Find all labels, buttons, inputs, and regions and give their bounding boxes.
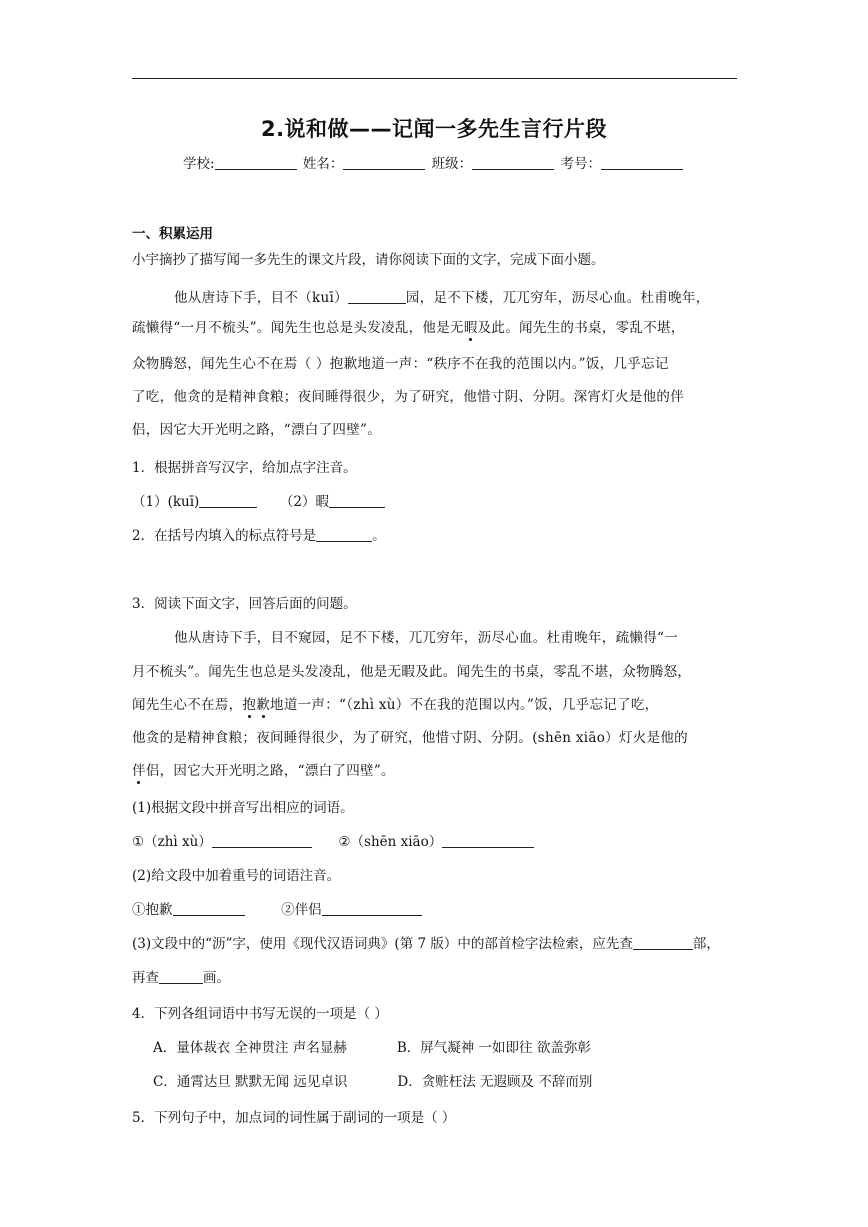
q3-sub3 xyxy=(132,932,720,952)
q4-options-row1 xyxy=(153,1036,591,1056)
passage2-text: 闻先生心不在焉， xyxy=(132,697,243,713)
school-blank[interactable] xyxy=(215,156,297,170)
exam-no-blank[interactable] xyxy=(601,156,683,170)
q3-sub3-text: (3)文段中的“沥”字，使用《现代汉语词典》(第 7 版）中的部首检字法检索，应先查 xyxy=(132,936,633,952)
question-5: 5．下列句子中，加点词的词性属于副词的一项是（ ） xyxy=(132,1110,456,1126)
name-label: 姓名： xyxy=(302,156,344,172)
name-blank[interactable] xyxy=(343,156,425,170)
q3-sub1-a2-blank[interactable] xyxy=(442,834,534,848)
q3-sub3-blank2[interactable] xyxy=(159,970,203,984)
passage1-line4: 了吃，他贪的是精神食粮；夜间睡得很少，为了研究，他惜寸阴、分阴。深宵灯火是他的伴 xyxy=(132,389,684,405)
q2-text-end: 。 xyxy=(372,528,386,544)
q2-blank[interactable] xyxy=(316,528,372,542)
class-blank[interactable] xyxy=(472,156,554,170)
question-3: 3．阅读下面文字，回答后面的问题。 xyxy=(132,596,357,612)
passage1-text: 园，足不下楼，兀兀穷年，沥尽心血。杜甫晚年， xyxy=(405,290,710,306)
passage1-text: 疏懒得“一月不梳头”。闻先生也总是头发凌乱，他是无 xyxy=(132,320,464,336)
passage1-line2 xyxy=(132,316,685,336)
q3-sub2-a1-label: ①抱歉 xyxy=(132,902,173,918)
dotted-char: 暇 xyxy=(464,316,478,336)
q3-sub2-a2-blank[interactable] xyxy=(322,902,422,916)
q3-sub1-answers xyxy=(132,830,534,850)
q3-sub3-text: 画。 xyxy=(203,970,230,986)
q1-sub2-label: （2）暇 xyxy=(279,494,330,510)
q1-sub1-label: （1）(kuī) xyxy=(132,494,200,510)
section-intro: 小宇摘抄了描写闻一多先生的课文片段，请你阅读下面的文字，完成下面小题。 xyxy=(132,252,605,268)
q3-sub3-text: 部， xyxy=(692,936,720,952)
passage2-text: ，因它大开光明之路，“漂白了四壁”。 xyxy=(159,763,395,779)
header-rule xyxy=(132,78,737,79)
q3-sub2-a2-label: ②伴侣 xyxy=(281,902,322,918)
q3-sub2-a1-blank[interactable] xyxy=(173,902,245,916)
passage2-text: 侣 xyxy=(145,763,160,779)
q4-option-d[interactable]: D．贪赃枉法 无遐顾及 不辞而别 xyxy=(397,1074,593,1090)
school-label: 学校: xyxy=(183,156,215,172)
page-title: 2.说和做——记闻一多先生言行片段 xyxy=(260,117,608,141)
q4-options-row2 xyxy=(153,1070,592,1090)
dotted-char: 歉 xyxy=(256,693,270,713)
question-4: 4．下列各组词语中书写无误的一项是（ ） xyxy=(132,1006,388,1022)
student-info-line xyxy=(0,152,868,172)
passage1-text: 他从唐诗下手，目不（kuī） xyxy=(174,290,348,306)
q3-sub3-blank1[interactable] xyxy=(633,936,693,950)
q4-option-a[interactable]: A．量体裁衣 全神贯注 声名显赫 xyxy=(153,1040,347,1056)
passage2-line3 xyxy=(132,693,658,713)
passage1-line5: 侣，因它大开光明之路，“漂白了四壁”。 xyxy=(132,422,382,438)
question-1-answers xyxy=(132,490,385,510)
section-heading: 一、积累运用 xyxy=(132,226,213,242)
q3-sub3-text: 再查 xyxy=(132,970,159,986)
passage1-text: 及此。闻先生的书桌，零乱不堪， xyxy=(477,320,685,336)
passage1-line3: 众物腾怒，闻先生心不在焉（ ）抱歉地道一声：“秩序不在我的范围以内。”饭，几乎忘记 xyxy=(132,356,669,372)
q1-sub1-blank[interactable] xyxy=(199,494,257,508)
class-label: 班级： xyxy=(431,156,473,172)
q3-sub2-answers xyxy=(132,898,422,918)
passage2-text: 地道一声：“（zhì xù）不在我的范围以内。”饭，几乎忘记了吃， xyxy=(270,697,659,713)
q3-sub1: (1)根据文段中拼音写出相应的词语。 xyxy=(132,800,354,816)
q4-option-c[interactable]: C．通霄达旦 默默无闻 远见卓识 xyxy=(153,1074,348,1090)
passage2-line1: 他从唐诗下手，目不窥园，足不下楼，兀兀穷年，沥尽心血。杜甫晚年，疏懒得“一 xyxy=(174,630,679,646)
q1-sub2-blank[interactable] xyxy=(329,494,385,508)
kui-blank[interactable] xyxy=(348,290,406,304)
q4-option-b[interactable]: B．屏气凝神 一如即往 欲盖弥彰 xyxy=(396,1040,591,1056)
passage2-line4: 他贪的是精神食粮；夜间睡得很少，为了研究，他惜寸阴、分阴。(shēn xiāo）灯火是他的 xyxy=(132,730,688,746)
passage1-line1 xyxy=(174,286,710,306)
q3-sub1-a1-label: ①（zhì xù） xyxy=(132,834,212,850)
question-2 xyxy=(132,524,386,544)
q3-sub2: (2)给文段中加着重号的词语注音。 xyxy=(132,868,341,884)
q2-text: 2．在括号内填入的标点符号是 xyxy=(132,528,317,544)
exam-no-label: 考号： xyxy=(560,156,601,172)
q3-sub1-a2-label: ②（shēn xiāo） xyxy=(338,834,443,850)
q3-sub1-a1-blank[interactable] xyxy=(212,834,312,848)
passage2-line2: 月不梳头”。闻先生也总是头发凌乱，他是无暇及此。闻先生的书桌，零乱不堪，众物腾怒， xyxy=(132,664,692,680)
passage2-line5 xyxy=(132,759,395,779)
q3-sub3-cont xyxy=(132,966,230,986)
question-1: 1．根据拼音写汉字，给加点字注音。 xyxy=(132,460,357,476)
dotted-char: 抱 xyxy=(242,693,256,713)
dotted-char: 伴 xyxy=(132,759,146,779)
